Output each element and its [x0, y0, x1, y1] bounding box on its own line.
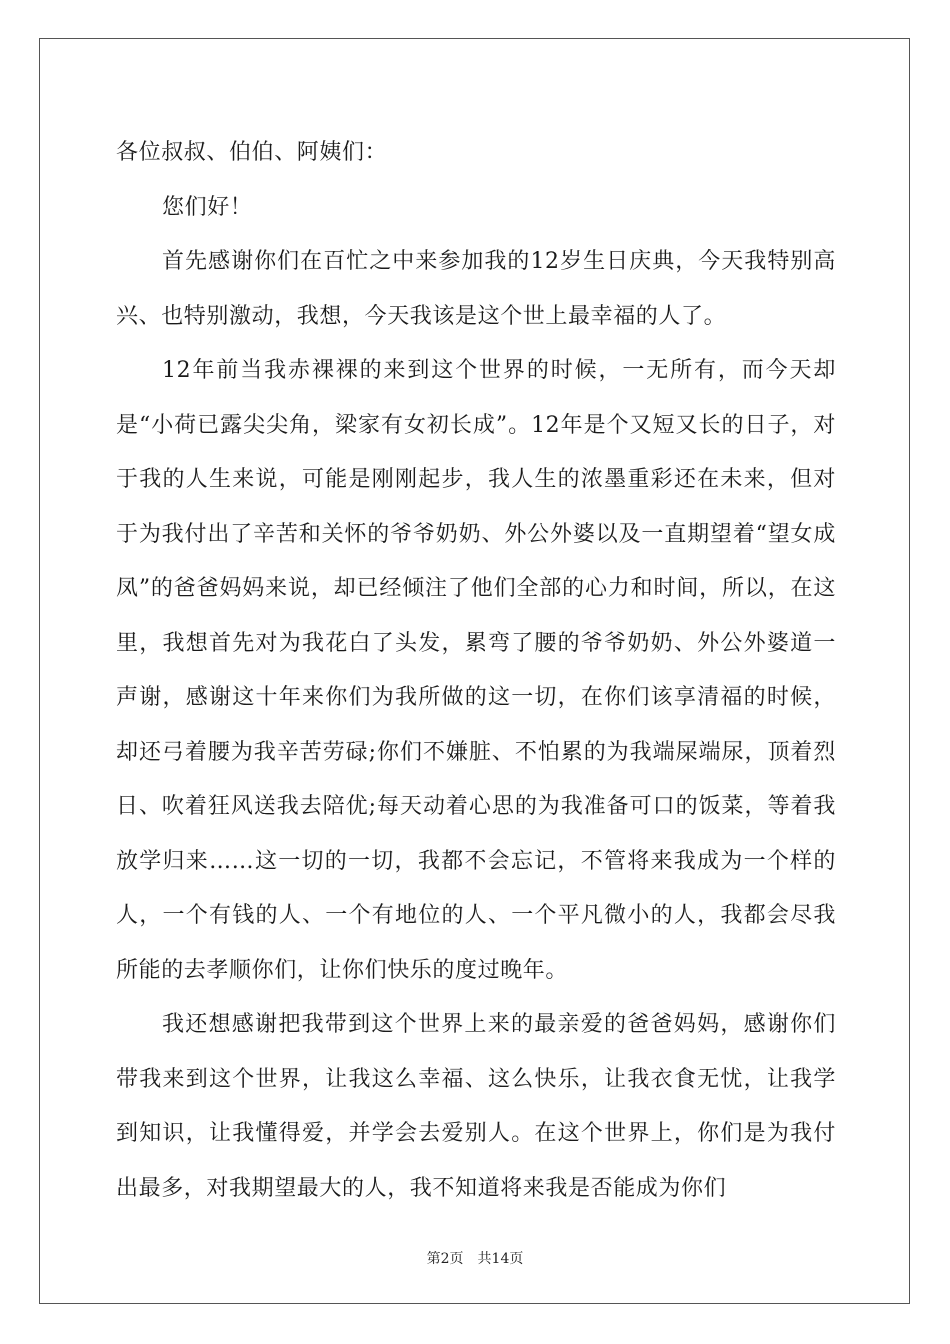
body-paragraph: 首先感谢你们在百忙之中来参加我的12岁生日庆典，今天我特别高兴、也特别激动，我想，今天我该是这个世上最幸福的人了。 [116, 249, 836, 329]
body-paragraph: 12年前当我赤裸裸的来到这个世界的时候，一无所有，而今天却是“小荷已露尖尖角，梁家有女初长成”。12年是个又短又长的日子，对于我的人生来说，可能是刚刚起步，我人生的浓墨重彩还在未来，但对于为我付出了辛苦和关怀的爷爷奶奶、外公外婆以及一直期望着“望女成凤”的爸爸妈妈来说，却已经倾注了他们全部的心力和时间，所以，在这里，我想首先对为我花白了头发，累弯了腰的爷爷奶奶、外公外婆道一声谢，感谢这十年来你们为我所做的这一切，在你们该享清福的时候，却还弓着腰为我辛苦劳碌;你们不嫌脏、不怕累的为我端屎端尿，顶着烈日、吹着狂风送我去陪优;每天动着心思的为我准备可口的饭菜，等着我放学归来……这一切的一切，我都不会忘记，不管将来我成为一个样的人，一个有钱的人、一个有地位的人、一个平凡微小的人，我都会尽我所能的去孝顺你们，让你们快乐的度过晚年。 [116, 358, 836, 983]
page-footer [0, 1248, 950, 1268]
greeting-paragraph: 各位叔叔、伯伯、阿姨们： [116, 140, 388, 165]
salutation-paragraph: 您们好！ [162, 194, 253, 220]
body-paragraph: 我还想感谢把我带到这个世界上来的最亲爱的爸爸妈妈，感谢你们带我来到这个世界，让我这么幸福、这么快乐，让我衣食无忧，让我学到知识，让我懂得爱，并学会去爱别人。在这个世界上，你们是为我付出最多，对我期望最大的人，我不知道将来我是否能成为你们 [116, 1012, 836, 1201]
page-number: 第2页 [426, 1251, 464, 1267]
page-total: 共14页 [477, 1251, 524, 1267]
document-body [116, 126, 836, 1216]
